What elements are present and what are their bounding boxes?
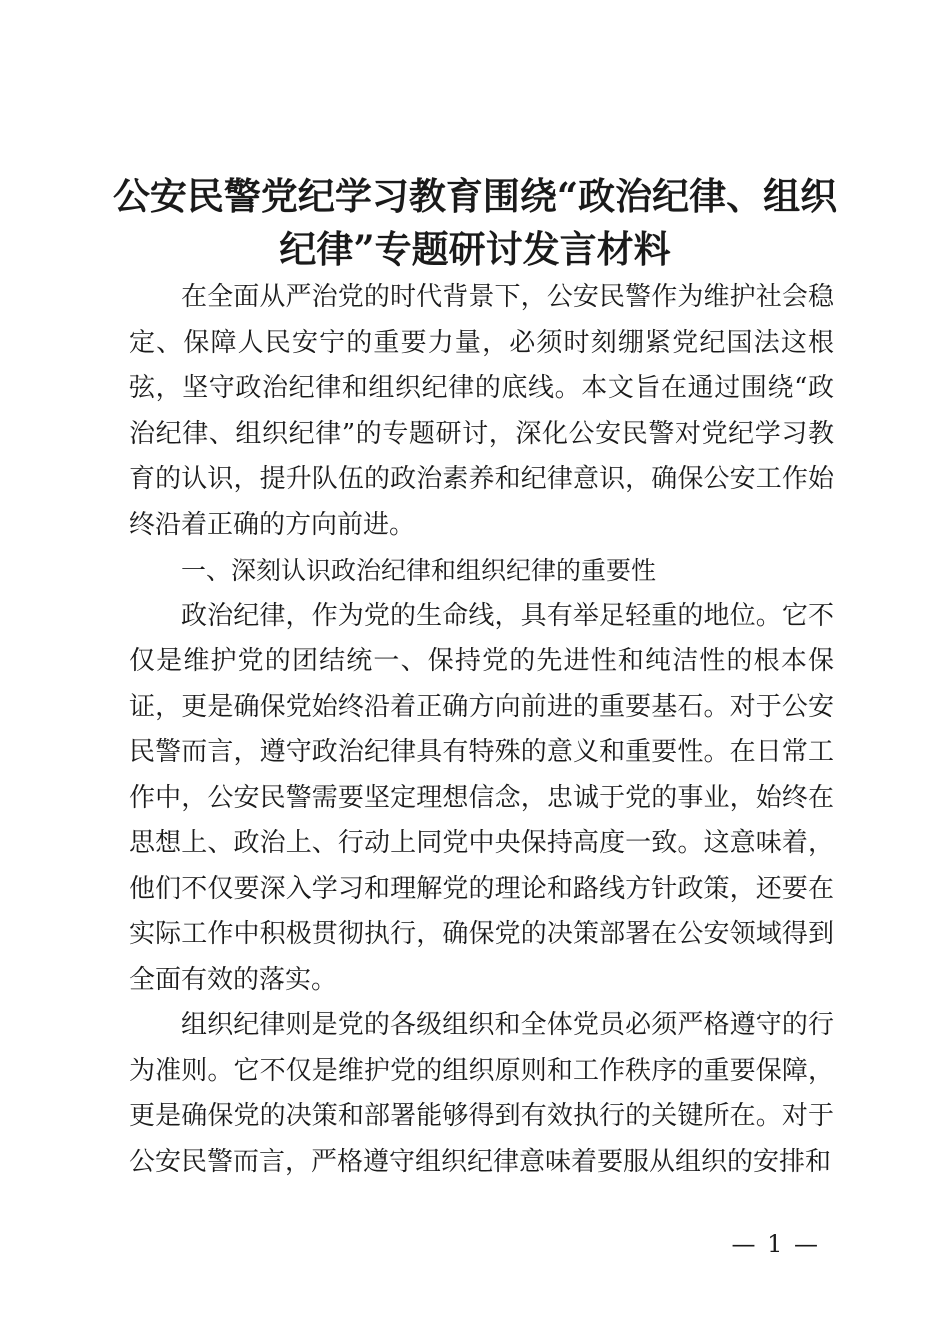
- title-line-1: 公安民警党纪学习教育围绕“政治纪律、组织: [112, 174, 838, 218]
- title-line-2: 纪律”专题研讨发言材料: [279, 227, 671, 271]
- political-discipline-paragraph: 政治纪律，作为党的生命线，具有举足轻重的地位。它不仅是维护党的团结统一、保持党的先进性和纯洁性的根本保证，更是确保党始终沿着正确方向前进的重要基石。对于公安民警而言，遵守政治纪律具有特殊的意义和重要性。在日常工作中，公安民警需要坚定理想信念，忠诚于党的事业，始终在思想上、政治上、行动上同党中央保持高度一致。这意味着，他们不仅要深入学习和理解党的理论和路线方针政策，还要在实际工作中积极贯彻执行，确保党的决策部署在公安领域得到全面有效的落实。: [129, 600, 834, 995]
- document-body: [129, 275, 834, 1185]
- organizational-discipline-paragraph: 组织纪律则是党的各级组织和全体党员必须严格遵守的行为准则。它不仅是维护党的组织原则和工作秩序的重要保障，更是确保党的决策和部署能够得到有效执行的关键所在。对于公安民警而言，严格遵守组织纪律意味着要服从组织的安排和: [129, 1010, 834, 1177]
- section-heading-1: 一、深刻认识政治纪律和组织纪律的重要性: [181, 556, 657, 585]
- page-number: — 1 —: [731, 1230, 820, 1258]
- intro-paragraph: 在全面从严治党的时代背景下，公安民警作为维护社会稳定、保障人民安宁的重要力量，必须时刻绷紧党纪国法这根弦，坚守政治纪律和组织纪律的底线。本文旨在通过围绕“政治纪律、组织纪律”的专题研讨，深化公安民警对党纪学习教育的认识，提升队伍的政治素养和纪律意识，确保公安工作始终沿着正确的方向前进。: [129, 282, 834, 540]
- document-title: [100, 170, 850, 276]
